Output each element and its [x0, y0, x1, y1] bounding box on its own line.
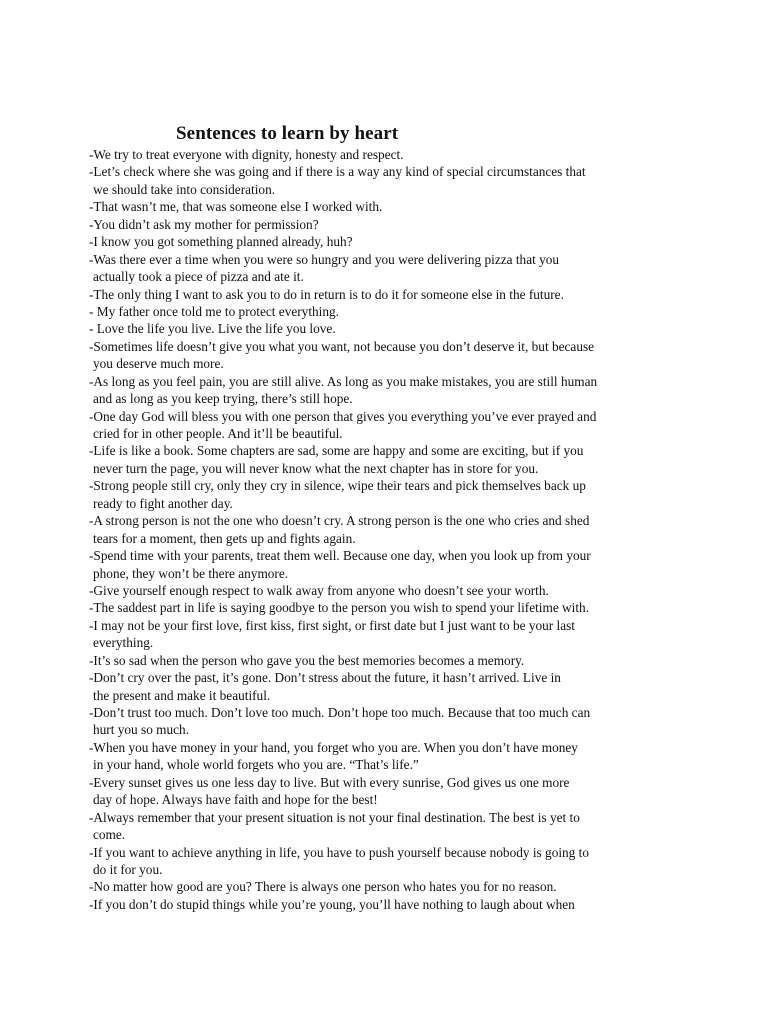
- text-line: -It’s so sad when the person who gave you the best memories becomes a memory.: [89, 652, 525, 668]
- text-line: -I may not be your first love, first kiss, first sight, or first date but I just want to be your last: [89, 617, 575, 633]
- text-line: you deserve much more.: [93, 356, 224, 372]
- text-line: - My father once told me to protect everything.: [89, 303, 339, 319]
- text-line: ready to fight another day.: [93, 495, 233, 511]
- text-line: -Give yourself enough respect to walk away from anyone who doesn’t see your worth.: [89, 582, 549, 598]
- text-line: -Don’t trust too much. Don’t love too much. Don’t hope too much. Because that too much can: [89, 705, 591, 720]
- text-line: and as long as you keep trying, there’s still hope.: [93, 391, 353, 407]
- text-line: -Don’t cry over the past, it’s gone. Don’t stress about the future, it hasn’t arrived. Live in: [89, 670, 561, 686]
- text-line: come.: [93, 827, 126, 843]
- text-line: the present and make it beautiful.: [93, 687, 271, 703]
- text-line: -The saddest part in life is saying goodbye to the person you wish to spend your lifetime with.: [89, 600, 590, 616]
- text-line: -If you want to achieve anything in life, you have to push yourself because nobody is going to: [89, 844, 589, 860]
- text-line: -Was there ever a time when you were so hungry and you were delivering pizza that you: [89, 251, 560, 267]
- text-line: -As long as you feel pain, you are still alive. As long as you make mistakes, you are still human: [89, 373, 598, 389]
- text-line: -When you have money in your hand, you forget who you are. When you don’t have money: [89, 739, 578, 755]
- text-line: in your hand, whole world forgets who you are. “That’s life.”: [93, 757, 419, 773]
- text-line: do it for you.: [93, 861, 163, 877]
- text-line: tears for a moment, then gets up and fights again.: [93, 530, 356, 546]
- text-line: day of hope. Always have faith and hope for the best!: [93, 792, 378, 808]
- text-line: -If you don’t do stupid things while you’re young, you’ll have nothing to laugh about when: [89, 896, 575, 912]
- text-line: -A strong person is not the one who doesn’t cry. A strong person is the one who cries and shed: [89, 513, 590, 529]
- text-line: -Spend time with your parents, treat them well. Because one day, when you look up from your: [89, 548, 591, 564]
- text-line: -Life is like a book. Some chapters are sad, some are happy and some are exciting, but if you: [89, 443, 584, 459]
- text-line: everything.: [93, 635, 154, 651]
- text-line: phone, they won’t be there anymore.: [93, 565, 289, 581]
- text-line: -You didn’t ask my mother for permission?: [89, 216, 319, 232]
- text-line: -Strong people still cry, only they cry in silence, wipe their tears and pick themselves back up: [89, 478, 586, 494]
- text-line: -We try to treat everyone with dignity, honesty and respect.: [89, 147, 404, 162]
- text-line: - Love the life you live. Live the life you love.: [89, 321, 336, 337]
- text-line: never turn the page, you will never know what the next chapter has in store for you.: [93, 460, 539, 476]
- text-line: actually took a piece of pizza and ate it.: [93, 269, 304, 285]
- text-line: -Always remember that your present situation is not your final destination. The best is yet to: [89, 809, 580, 825]
- text-line: -No matter how good are you? There is always one person who hates you for no reason.: [89, 879, 557, 895]
- text-line: we should take into consideration.: [93, 181, 276, 197]
- text-line: -The only thing I want to ask you to do in return is to do it for someone else in the future.: [89, 286, 564, 302]
- text-line: -That wasn’t me, that was someone else I worked with.: [89, 199, 383, 215]
- document-body: [89, 146, 629, 913]
- text-line: hurt you so much.: [93, 722, 190, 738]
- text-line: -Sometimes life doesn’t give you what you want, not because you don’t deserve it, but because: [89, 338, 595, 354]
- text-line: cried for in other people. And it’ll be beautiful.: [93, 426, 343, 441]
- text-line: -I know you got something planned already, huh?: [89, 234, 353, 250]
- text-line: -Every sunset gives us one less day to live. But with every sunrise, God gives us one more: [89, 774, 570, 790]
- text-line: -One day God will bless you with one person that gives you everything you’ve ever prayed and: [89, 408, 597, 424]
- text-line: -Let’s check where she was going and if there is a way any kind of special circumstances that: [89, 164, 586, 180]
- document-title: Sentences to learn by heart: [176, 123, 399, 144]
